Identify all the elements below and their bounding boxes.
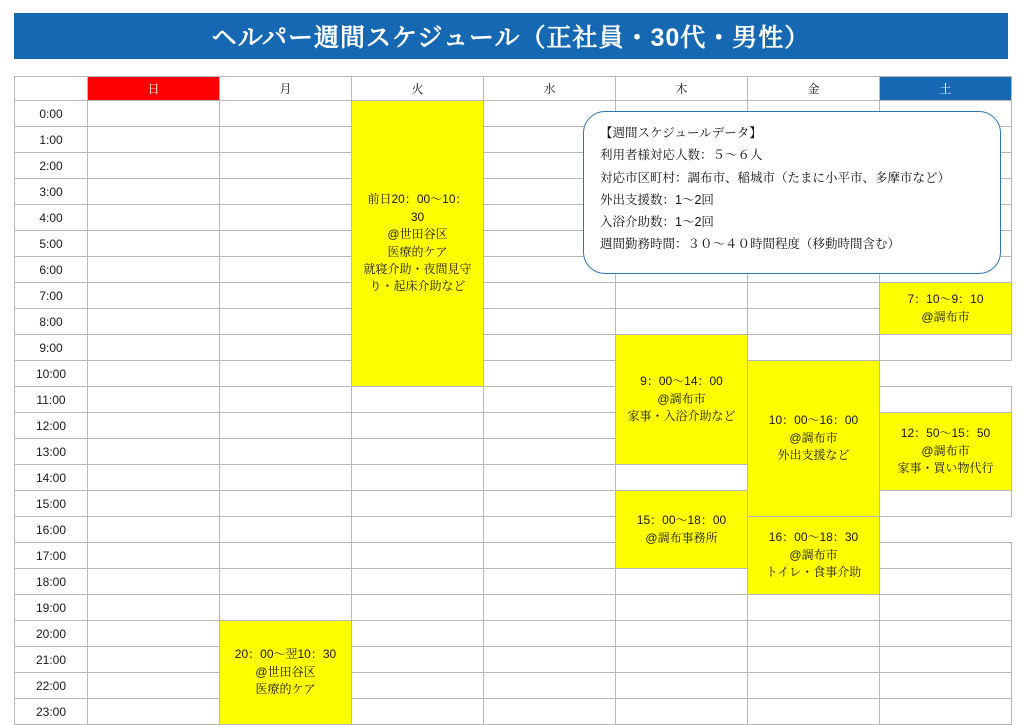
cell-mon-1200 bbox=[220, 413, 352, 439]
cell-mon-1800 bbox=[220, 569, 352, 595]
event-line: 30 bbox=[410, 209, 425, 224]
callout-line: 外出支援数：1〜2回 bbox=[600, 192, 714, 207]
event-thu-morning bbox=[616, 335, 748, 465]
time-label-0600: 6:00 bbox=[15, 257, 88, 283]
cell-fri-1000 bbox=[484, 361, 616, 387]
cell-mon-0600 bbox=[220, 257, 352, 283]
time-label-0900: 9:00 bbox=[15, 335, 88, 361]
schedule-data-callout bbox=[583, 111, 1001, 274]
cell-tue-1900 bbox=[352, 595, 484, 621]
event-line: 医療的ケア bbox=[255, 682, 316, 697]
cell-wed-2300 bbox=[484, 699, 616, 725]
time-label-2000: 20:00 bbox=[15, 621, 88, 647]
event-line: 9：00〜14：00 bbox=[640, 374, 723, 389]
cell-sun-1400 bbox=[88, 465, 220, 491]
cell-sat-2100 bbox=[880, 647, 1012, 673]
cell-mon-0900 bbox=[220, 335, 352, 361]
cell-wed-1300 bbox=[484, 439, 616, 465]
table-row bbox=[15, 283, 1012, 309]
cell-fri-0800 bbox=[748, 309, 880, 335]
cell-mon-0500 bbox=[220, 231, 352, 257]
time-label-1200: 12:00 bbox=[15, 413, 88, 439]
cell-sun-1500 bbox=[88, 491, 220, 517]
cell-sun-0900 bbox=[88, 335, 220, 361]
cell-wed-0900 bbox=[484, 335, 616, 361]
cell-sat-2200 bbox=[880, 673, 1012, 699]
time-label-2300: 23:00 bbox=[15, 699, 88, 725]
cell-sun-0600 bbox=[88, 257, 220, 283]
cell-wed-0800 bbox=[484, 309, 616, 335]
cell-tue-1300 bbox=[352, 439, 484, 465]
event-line: 20：00〜翌10：30 bbox=[234, 647, 337, 662]
cell-tue-1800 bbox=[352, 569, 484, 595]
day-header-fri: 金 bbox=[748, 77, 880, 101]
cell-sat-2300 bbox=[880, 699, 1012, 725]
cell-mon-0800 bbox=[220, 309, 352, 335]
day-header-wed: 水 bbox=[484, 77, 616, 101]
cell-thu-1900 bbox=[616, 595, 748, 621]
cell-tue-2200 bbox=[352, 673, 484, 699]
cell-wed-1700 bbox=[484, 543, 616, 569]
event-line: @調布市 bbox=[921, 309, 970, 324]
cell-mon-0300 bbox=[220, 179, 352, 205]
event-line: 12：50〜15：50 bbox=[900, 426, 991, 441]
cell-mon-0100 bbox=[220, 127, 352, 153]
time-label-1400: 14:00 bbox=[15, 465, 88, 491]
cell-sun-1600 bbox=[88, 517, 220, 543]
table-row bbox=[15, 309, 1012, 335]
callout-line: 対応市区町村：調布市、稲城市（たまに小平市、多摩市など） bbox=[600, 170, 951, 185]
cell-mon-1700 bbox=[220, 543, 352, 569]
cell-tue-1100 bbox=[352, 387, 484, 413]
time-label-1000: 10:00 bbox=[15, 361, 88, 387]
cell-wed-1900 bbox=[484, 595, 616, 621]
cell-sun-2300 bbox=[88, 699, 220, 725]
cell-sat-1700 bbox=[880, 543, 1012, 569]
cell-tue-1600 bbox=[352, 517, 484, 543]
time-label-1700: 17:00 bbox=[15, 543, 88, 569]
time-label-1300: 13:00 bbox=[15, 439, 88, 465]
event-sat-morning bbox=[880, 283, 1012, 335]
cell-tue-1500 bbox=[352, 491, 484, 517]
cell-thu-2200 bbox=[616, 673, 748, 699]
event-line: @調布事務所 bbox=[645, 530, 718, 545]
cell-mon-1300 bbox=[220, 439, 352, 465]
day-header-thu: 木 bbox=[616, 77, 748, 101]
event-line: 16：00〜18：30 bbox=[768, 530, 859, 545]
cell-wed-1400 bbox=[484, 465, 616, 491]
cell-wed-2200 bbox=[484, 673, 616, 699]
cell-sun-0400 bbox=[88, 205, 220, 231]
cell-fri-0900 bbox=[748, 335, 880, 361]
cell-fri-2200 bbox=[748, 673, 880, 699]
time-label-1800: 18:00 bbox=[15, 569, 88, 595]
cell-sun-0800 bbox=[88, 309, 220, 335]
time-label-1600: 16:00 bbox=[15, 517, 88, 543]
table-row bbox=[15, 517, 1012, 543]
cell-wed-1800 bbox=[484, 569, 616, 595]
page-title: ヘルパー週間スケジュール（正社員・30代・男性） bbox=[14, 13, 1008, 59]
cell-mon-1000 bbox=[220, 361, 352, 387]
cell-thu-0800 bbox=[616, 309, 748, 335]
table-row bbox=[15, 621, 1012, 647]
event-line: @調布市 bbox=[789, 430, 838, 445]
cell-sun-2000 bbox=[88, 621, 220, 647]
corner-cell bbox=[15, 77, 88, 101]
table-row bbox=[15, 699, 1012, 725]
time-label-0700: 7:00 bbox=[15, 283, 88, 309]
table-row bbox=[15, 647, 1012, 673]
cell-wed-1500 bbox=[484, 491, 616, 517]
cell-sun-1700 bbox=[88, 543, 220, 569]
event-line: 家事・入浴介助など bbox=[627, 409, 736, 424]
cell-sun-0300 bbox=[88, 179, 220, 205]
event-line: トイレ・食事介助 bbox=[765, 565, 862, 580]
time-label-0000: 0:00 bbox=[15, 101, 88, 127]
table-row bbox=[15, 361, 1012, 387]
cell-mon-0700 bbox=[220, 283, 352, 309]
cell-mon-0000 bbox=[220, 101, 352, 127]
cell-tue-1700 bbox=[352, 543, 484, 569]
event-line: り・起床介助など bbox=[369, 279, 466, 294]
time-label-0200: 2:00 bbox=[15, 153, 88, 179]
cell-sun-0500 bbox=[88, 231, 220, 257]
event-line: 15：00〜18：00 bbox=[636, 513, 727, 528]
time-label-2200: 22:00 bbox=[15, 673, 88, 699]
callout-line: 週間勤務時間：３０〜４０時間程度（移動時間含む） bbox=[600, 237, 901, 252]
cell-fri-1900 bbox=[748, 595, 880, 621]
event-mon-night bbox=[220, 621, 352, 725]
event-thu-afternoon bbox=[616, 491, 748, 569]
cell-sat-1900 bbox=[880, 595, 1012, 621]
event-sat-midday bbox=[748, 361, 880, 517]
cell-mon-1900 bbox=[220, 595, 352, 621]
time-label-1500: 15:00 bbox=[15, 491, 88, 517]
cell-sun-1900 bbox=[88, 595, 220, 621]
cell-wed-2100 bbox=[484, 647, 616, 673]
cell-fri-1500 bbox=[880, 491, 1012, 517]
time-label-0800: 8:00 bbox=[15, 309, 88, 335]
event-line: @調布市 bbox=[789, 547, 838, 562]
cell-sat-1800 bbox=[880, 569, 1012, 595]
cell-sun-0100 bbox=[88, 127, 220, 153]
cell-sun-1800 bbox=[88, 569, 220, 595]
time-label-1900: 19:00 bbox=[15, 595, 88, 621]
cell-thu-0700 bbox=[616, 283, 748, 309]
event-line: @調布市 bbox=[657, 391, 706, 406]
cell-thu-2100 bbox=[616, 647, 748, 673]
cell-sun-1000 bbox=[88, 361, 220, 387]
cell-sun-2200 bbox=[88, 673, 220, 699]
event-line: 就寝介助・夜間見守 bbox=[363, 261, 472, 276]
cell-mon-1400 bbox=[220, 465, 352, 491]
day-header-sat: 土 bbox=[880, 77, 1012, 101]
event-line: 前日20：00〜10： bbox=[367, 192, 468, 207]
cell-wed-1100 bbox=[484, 387, 616, 413]
cell-wed-2000 bbox=[484, 621, 616, 647]
day-header-tue: 火 bbox=[352, 77, 484, 101]
event-line: 医療的ケア bbox=[387, 244, 448, 259]
event-fri-midday bbox=[880, 413, 1012, 491]
table-row bbox=[15, 595, 1012, 621]
day-header-sun: 日 bbox=[88, 77, 220, 101]
cell-fri-2100 bbox=[748, 647, 880, 673]
event-tue-overnight bbox=[352, 101, 484, 387]
cell-wed-1600 bbox=[484, 517, 616, 543]
cell-tue-1400 bbox=[352, 465, 484, 491]
cell-sun-1300 bbox=[88, 439, 220, 465]
event-fri-evening bbox=[748, 517, 880, 595]
day-header-mon: 月 bbox=[220, 77, 352, 101]
cell-sun-0000 bbox=[88, 101, 220, 127]
cell-wed-1200 bbox=[484, 413, 616, 439]
cell-mon-1100 bbox=[220, 387, 352, 413]
time-label-0100: 1:00 bbox=[15, 127, 88, 153]
event-line: 外出支援など bbox=[777, 448, 850, 463]
cell-sun-2100 bbox=[88, 647, 220, 673]
callout-line: 入浴介助数：1〜2回 bbox=[600, 215, 714, 229]
cell-sat-0900 bbox=[880, 335, 1012, 361]
cell-thu-2000 bbox=[616, 621, 748, 647]
cell-mon-0400 bbox=[220, 205, 352, 231]
cell-mon-1500 bbox=[220, 491, 352, 517]
callout-line: 利用者様対応人数：５〜６人 bbox=[600, 148, 763, 163]
time-label-2100: 21:00 bbox=[15, 647, 88, 673]
event-line: 10：00〜16：00 bbox=[768, 413, 859, 428]
cell-fri-0700 bbox=[748, 283, 880, 309]
event-line: @世田谷区 bbox=[387, 227, 448, 242]
cell-mon-1600 bbox=[220, 517, 352, 543]
cell-mon-0200 bbox=[220, 153, 352, 179]
callout-line: 【週間スケジュールデータ】 bbox=[600, 126, 762, 140]
cell-sat-2000 bbox=[880, 621, 1012, 647]
event-line: @調布市 bbox=[921, 443, 970, 458]
cell-tue-2300 bbox=[352, 699, 484, 725]
cell-tue-2100 bbox=[352, 647, 484, 673]
time-label-0300: 3:00 bbox=[15, 179, 88, 205]
cell-sun-0200 bbox=[88, 153, 220, 179]
time-label-0400: 4:00 bbox=[15, 205, 88, 231]
table-row bbox=[15, 335, 1012, 361]
cell-wed-0700 bbox=[484, 283, 616, 309]
time-label-0500: 5:00 bbox=[15, 231, 88, 257]
cell-fri-2000 bbox=[748, 621, 880, 647]
table-header-row bbox=[15, 77, 1012, 101]
cell-fri-1100 bbox=[880, 387, 1012, 413]
cell-sun-1200 bbox=[88, 413, 220, 439]
event-line: 家事・買い物代行 bbox=[897, 461, 994, 476]
cell-thu-1800 bbox=[616, 569, 748, 595]
cell-tue-1200 bbox=[352, 413, 484, 439]
cell-tue-2000 bbox=[352, 621, 484, 647]
cell-fri-2300 bbox=[748, 699, 880, 725]
table-row bbox=[15, 673, 1012, 699]
cell-sun-0700 bbox=[88, 283, 220, 309]
event-line: @世田谷区 bbox=[255, 664, 316, 679]
cell-thu-2300 bbox=[616, 699, 748, 725]
cell-sun-1100 bbox=[88, 387, 220, 413]
time-label-1100: 11:00 bbox=[15, 387, 88, 413]
event-line: 7：10〜9：10 bbox=[907, 292, 984, 307]
